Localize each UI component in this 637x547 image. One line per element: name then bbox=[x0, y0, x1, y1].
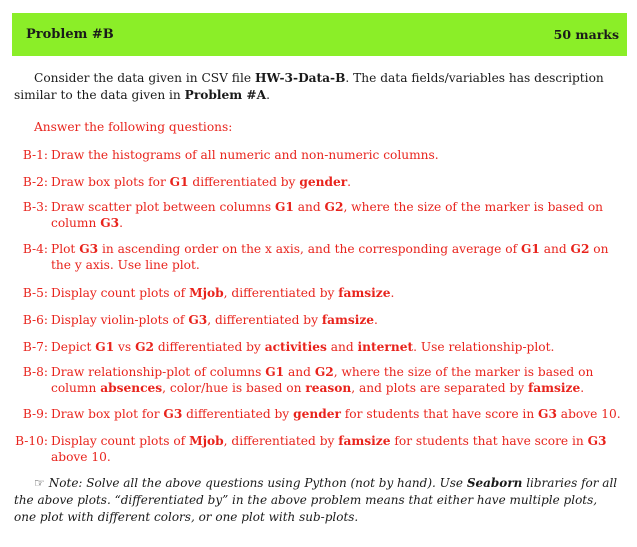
question-text-part: for students that have score in bbox=[340, 407, 539, 421]
question-keyword: internet bbox=[357, 340, 414, 354]
question-label: B-5: bbox=[22, 286, 48, 300]
question-text-part: differentiated by bbox=[182, 407, 294, 421]
question-text-part: Display count plots of bbox=[51, 286, 190, 300]
question-keyword: famsize bbox=[321, 313, 375, 327]
question-text-part: Draw scatter plot between columns bbox=[51, 200, 275, 214]
question-keyword: activities bbox=[264, 340, 327, 354]
question-keyword: G2 bbox=[324, 200, 344, 214]
question-text-part: and bbox=[326, 340, 358, 354]
question-text-part: Draw box plot for bbox=[51, 407, 164, 421]
question-keyword: famsize bbox=[338, 434, 391, 448]
question-label: B-2: bbox=[22, 175, 48, 189]
question-keyword: famsize bbox=[528, 381, 581, 395]
problem-header-banner bbox=[12, 13, 627, 56]
question-text-part: . bbox=[580, 381, 585, 395]
question-text bbox=[51, 339, 623, 355]
question-text bbox=[51, 199, 623, 231]
question-keyword: gender bbox=[293, 407, 341, 421]
question-label: B-6: bbox=[22, 313, 48, 327]
question-text-part: above 10. bbox=[51, 450, 111, 464]
question-keyword: G2 bbox=[135, 340, 154, 354]
question-keyword: G3 bbox=[163, 407, 183, 421]
question-text-part: and bbox=[539, 242, 571, 256]
problem-reference: Problem #A bbox=[184, 88, 267, 102]
question-text-part: , where the size of the marker is based on column bbox=[51, 200, 604, 230]
question-keyword: G1 bbox=[169, 175, 189, 189]
question-keyword: Mjob bbox=[189, 434, 224, 448]
problem-marks: 50 marks bbox=[553, 27, 619, 42]
question-text-part: on the y axis. Use line plot. bbox=[51, 242, 609, 272]
question-text-part: , differentiated by bbox=[223, 286, 339, 300]
question-text-part: Draw box plots for bbox=[51, 175, 170, 189]
question-label: B-10: bbox=[15, 434, 48, 448]
question-keyword: G3 bbox=[100, 216, 120, 230]
question-keyword: G1 bbox=[95, 340, 115, 354]
pointing-hand-icon: ☞ bbox=[34, 476, 45, 490]
question-keyword: gender bbox=[299, 175, 348, 189]
question-keyword: G3 bbox=[79, 242, 99, 256]
question-text-part: . Use relationship-plot. bbox=[413, 340, 555, 354]
question-text-part: . bbox=[390, 286, 395, 300]
question-text-part: . bbox=[119, 216, 123, 230]
question-keyword: G1 bbox=[520, 242, 540, 256]
question-text bbox=[51, 174, 623, 190]
note-paragraph: ☞ Note: Solve all the above questions using Python (not by hand). Use Seaborn libraries for all the above plots. “differentiated by” in the above problem means that either have multiple plots, one plot with different colors, or one plot with sub-plots. bbox=[14, 476, 618, 524]
question-text-part: Draw the histograms of all numeric and non-numeric columns. bbox=[51, 148, 439, 162]
question-text-part: Display count plots of bbox=[51, 434, 190, 448]
question-text bbox=[51, 433, 623, 465]
question-text-part: differentiated by bbox=[188, 175, 300, 189]
question-text-part: . bbox=[347, 175, 352, 189]
question-text-part: above 10. bbox=[556, 407, 621, 421]
question-keyword: G2 bbox=[314, 365, 334, 379]
question-text-part: in ascending order on the x axis, and the corresponding average of bbox=[98, 242, 521, 256]
question-text-part: differentiated by bbox=[153, 340, 265, 354]
question-text-part: Depict bbox=[51, 340, 96, 354]
question-text-part: . bbox=[374, 313, 378, 327]
question-label: B-9: bbox=[22, 407, 48, 421]
question-text bbox=[51, 241, 623, 273]
seaborn-library: Seaborn bbox=[466, 476, 523, 490]
question-text-part: , differentiated by bbox=[223, 434, 339, 448]
question-text bbox=[51, 406, 623, 422]
question-keyword: G1 bbox=[265, 365, 285, 379]
question-label: B-8: bbox=[22, 365, 48, 379]
question-text-part: for students that have score in bbox=[390, 434, 588, 448]
question-keyword: G1 bbox=[274, 200, 294, 214]
question-text-part: Plot bbox=[51, 242, 80, 256]
question-text-part: Display violin-plots of bbox=[51, 313, 189, 327]
question-text-part: Draw relationship-plot of columns bbox=[51, 365, 266, 379]
csv-file-name: HW-3-Data-B bbox=[254, 71, 346, 85]
question-keyword: G3 bbox=[188, 313, 208, 327]
question-keyword: G3 bbox=[538, 407, 557, 421]
question-text-part: and bbox=[293, 200, 325, 214]
answer-heading: Answer the following questions: bbox=[34, 120, 233, 134]
question-text bbox=[51, 312, 623, 328]
question-keyword: Mjob bbox=[189, 286, 224, 300]
problem-title: Problem #B bbox=[26, 27, 114, 42]
question-label: B-1: bbox=[22, 148, 48, 162]
question-keyword: G2 bbox=[570, 242, 590, 256]
question-text bbox=[51, 364, 623, 396]
question-label: B-7: bbox=[22, 340, 48, 354]
question-text-part: , where the size of the marker is based on column bbox=[51, 365, 594, 395]
question-text bbox=[51, 285, 623, 301]
intro-paragraph: Consider the data given in CSV file HW-3-Data-B. The data fields/variables has description similar to the data given in Problem #A. bbox=[14, 71, 604, 102]
question-keyword: reason bbox=[305, 381, 352, 395]
question-keyword: absences bbox=[100, 381, 163, 395]
question-text-part: , and plots are separated by bbox=[351, 381, 529, 395]
question-text bbox=[51, 147, 623, 163]
question-text-part: vs bbox=[114, 340, 136, 354]
question-label: B-3: bbox=[22, 200, 48, 214]
question-keyword: famsize bbox=[338, 286, 391, 300]
question-label: B-4: bbox=[22, 242, 48, 256]
question-keyword: G3 bbox=[587, 434, 607, 448]
question-text-part: , differentiated by bbox=[207, 313, 322, 327]
question-text-part: and bbox=[284, 365, 315, 379]
question-text-part: , color/hue is based on bbox=[162, 381, 306, 395]
